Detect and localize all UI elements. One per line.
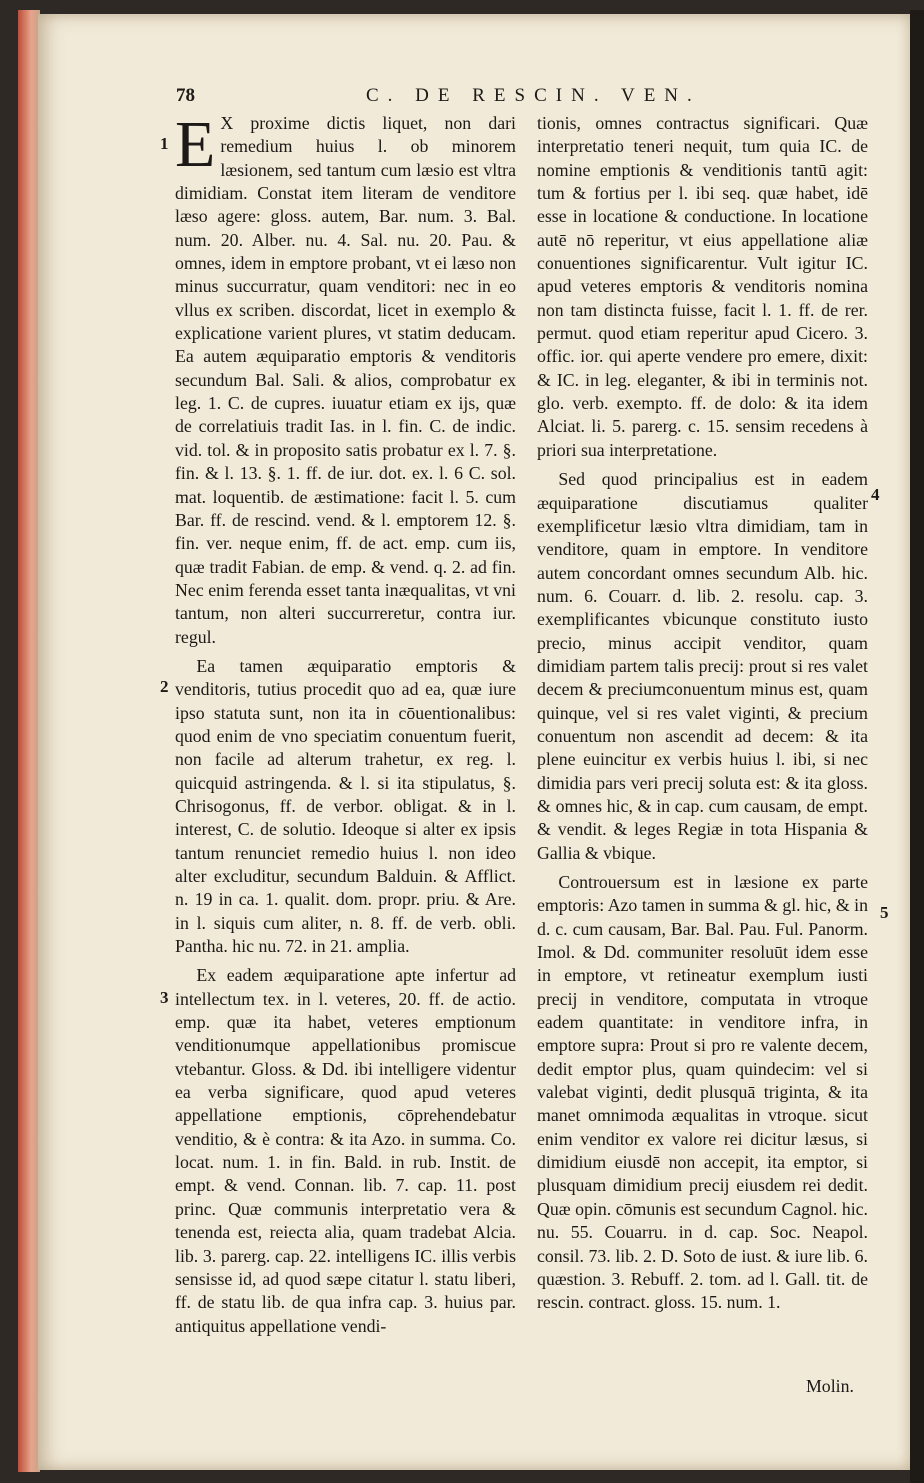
margin-number-3: 3 [160, 988, 169, 1007]
margin-number-4: 4 [871, 485, 880, 504]
paragraph-3: Ex eadem æquiparatione apte infertur ad intellectum tex. in l. veteres, 20. ff. de actio. emp. quæ ita habet, veteres emptionum venditionumque appellationibus promiscue vtebantur. Gloss. & Dd. ibi intelligere videntur ea verba significare, quod apud veteres appellatione emptionis, cōprehendebatur venditio, & è contra: & ita Azo. in summa. Co. locat. num. 1. in fin. Bald. in rub. Instit. de empt. & vend. Connan. lib. 7. cap. 11. post princ. Quæ communis interpretatio vera & tenenda est, reiecta alia, quam tradebat Alcia. lib. 3. parerg. cap. 22. intelligens IC. illis verbis sensisse id, ad quod sæpe citatur l. statu liberi, ff. de statu lib. de qua infra cap. 3. huius par. antiquitus appellatione vendi- [175, 965, 516, 1336]
running-title: C. DE RESCIN. VEN. [366, 85, 701, 106]
margin-number-1: 1 [160, 134, 169, 153]
paragraph-continuation: tionis, omnes contractus significari. Quæ interpretatio teneri nequit, tum quia IC. de nomine emptionis & venditionis tantū agit: tum & fortius per l. ibi seq. quæ habet, idē esse in locatione & conductione. In locatione autē nō reperitur, vt eius appellatione aliæ conuentiones significarentur. Vult igitur IC. apud veteres emptoris & venditoris nomina non tam distincta fuisse, facit l. 1. ff. de rer. permut. quod etiam reperitur apud Cicero. 3. offic. ior. qui aperte vendere pro emere, dixit: & IC. in leg. eleganter, & ibi in terminis not. glo. verb. exempto. ff. de dolo: & ita idem Alciat. li. 5. parerg. c. 15. sensim recedens à priori sua interpretatione. [537, 113, 868, 460]
page-fore-edge [18, 10, 40, 1472]
paragraph-2: Ea tamen æquiparatio emptoris & venditoris, tutius procedit quo ad ea, quæ iure ipso statuta sunt, non ita in cōuentionalibus: quod enim de vno speciatim conuentum fuerit, non facile ad alterum trahetur, ex reg. l. quicquid astringenda. & l. si ita stipulatus, §. Chrisogonus, ff. de verbor. obligat. & in l. interest, C. de solutio. Ideoque si alter ex ipsis tantum renunciet remedio huius l. non ideo alter excluditur, secundum Balduin. & Afflict. n. 19 in ca. 1. qualit. dom. propr. priu. & Are. in l. siquis cum aliter, n. 8. ff. de verb. obli. Pantha. hic nu. 72. in 21. amplia. [175, 655, 516, 957]
page-header [176, 85, 866, 111]
margin-number-2: 2 [160, 677, 169, 696]
left-text-column [175, 108, 516, 1338]
paragraph-4: Sed quod principalius est in eadem æquiparatione discutiamus qualiter exemplificetur læsio vltra dimidiam, tam in venditore, quam in emptore. In venditore autem concordant omnes secundum Alb. hic. num. 6. Couarr. d. lib. 2. resolu. cap. 3. exemplificantes vbicunque constituto iusto precio, minus accipit venditor, quam dimidiam partem talis precij: prout si res valet decem & preciumconuentum minus est, quam quinque, vel si res valet viginti, & precium conuentum non ascendit ad decem: & ita plene euincitur ex verbis huius l. ibi, si nec dimidia pars veri precij soluta est: & ita gloss. & omnes hic, & in cap. cum causam, de empt. & vendit. & leges Regiæ in tota Hispania & Gallia & vbique. [537, 469, 868, 863]
drop-capital: E [175, 108, 216, 181]
paragraph-5: Controuersum est in læsione ex parte emptoris: Azo tamen in summa & gl. hic, & in d. c. cum causam, Bar. Bal. Pau. Ful. Panorm. Imol. & Dd. communiter resoluūt idem esse in emptore, vt retineatur exemplum iusti precij in venditore, computata in vtroque eadem quantitate: in venditore infra, in emptore supra: Prout si pro re valente decem, dedit emptor plus, quam quindecim: vel si valebat viginti, dedit plusquā triginta, & ita manet omnimoda æqualitas in vtroque. sicut enim venditor ex valore rei dicitur læsus, si dimidium eiusdē non accepit, ita emptor, si plusquam dimidium precij eiusdem rei dedit. Quæ opin. cōmunis est secundum Cagnol. hic. nu. 55. Couarru. in d. cap. Soc. Neapol. consil. 73. lib. 2. D. Soto de iust. & iure lib. 6. quæstion. 3. Rebuff. 2. tom. ad l. Gall. tit. de rescin. contract. gloss. 15. num. 1. [537, 872, 868, 1313]
margin-number-5: 5 [880, 903, 889, 922]
scan-right-border [910, 10, 924, 1483]
catchword: Molin. [806, 1376, 854, 1396]
right-text-column [537, 112, 868, 1315]
folio-number: 78 [176, 85, 195, 106]
paragraph-1 [175, 108, 516, 649]
paragraph-1-text: X proxime dictis liquet, non dari remedium huius l. ob minorem læsionem, sed tantum cum læsio est vltra dimidiam. Constat item literam de venditore læso agere: gloss. autem, Bar. num. 3. Bal. num. 20. Alber. nu. 4. Sal. nu. 20. Pau. & omnes, idem in emptore probant, vt ei læso non minus succurratur, quam venditori: nec in eo vllus ex scriben. discordat, licet in exemplo & explicatione varient plures, vt statim deducam. Ea autem æquiparatio emptoris & venditoris secundum Bal. Sali. & alios, comprobatur ex leg. 1. C. de cupres. iuuatur etiam ex ijs, quæ de correlatiuis tradit Ias. in l. fin. C. de indic. vid. tol. & in proposito satis probatur ex l. 7. §. fin. & l. 13. §. 1. ff. de iur. dot. ex. l. 6 C. sol. mat. loquentib. de æstimatione: facit l. 5. cum Bar. ff. de rescind. vend. & l. emptorem 12. §. fin. ver. neque enim, ff. de act. emp. cum iis, quæ tradit Fabian. de emp. & vend. q. 2. ad fin. Nec enim ferenda esset tanta inæqualitas, vt vni tantum, non alteri succurreretur, contra iur. regul. [175, 113, 516, 647]
